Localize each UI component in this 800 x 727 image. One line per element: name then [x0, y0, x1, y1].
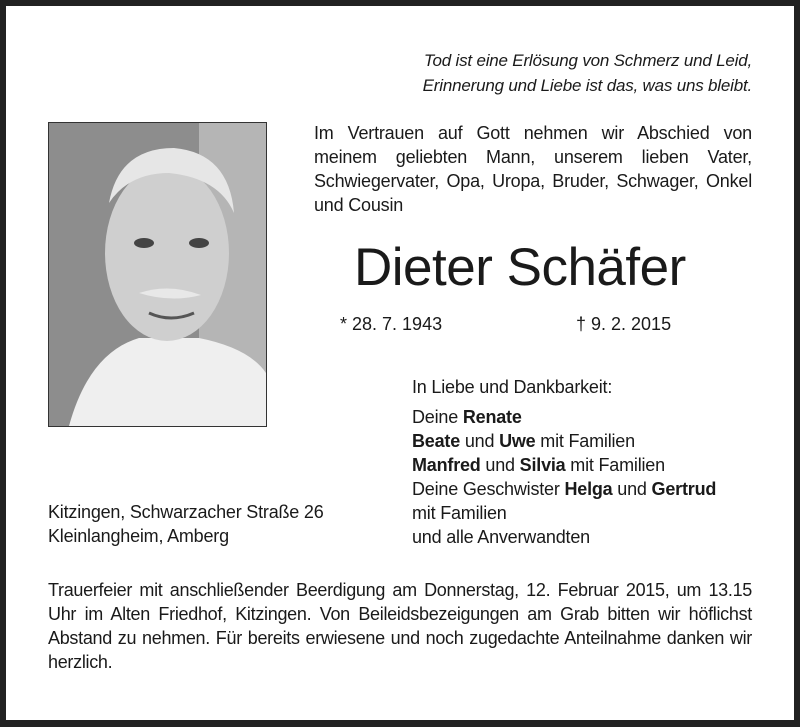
- family-line: und alle Anverwandten: [412, 527, 590, 547]
- quote-line: Erinnerung und Liebe ist das, was uns bleibt.: [422, 76, 752, 95]
- name: Beate: [412, 431, 461, 451]
- family-line: [412, 453, 716, 477]
- obituary-notice: [6, 6, 794, 720]
- text: und: [480, 455, 520, 475]
- quote: [423, 48, 752, 98]
- name: Manfred: [412, 455, 481, 475]
- portrait-photo: [48, 122, 267, 427]
- name: Helga: [564, 479, 613, 499]
- quote-line: Tod ist eine Erlösung von Schmerz und Leid,: [423, 51, 752, 70]
- deceased-name: Dieter Schäfer: [354, 238, 686, 297]
- name: Renate: [462, 407, 522, 427]
- address-line: Kitzingen, Schwarzacher Straße 26: [48, 502, 324, 522]
- family-line: [412, 429, 716, 453]
- family-heading: In Liebe und Dankbarkeit:: [412, 377, 613, 397]
- family-line: mit Familien: [412, 503, 507, 523]
- text: mit Familien: [565, 455, 665, 475]
- birth-date: * 28. 7. 1943: [340, 314, 443, 334]
- family-line: [412, 477, 716, 501]
- funeral-info: Trauerfeier mit anschließender Beerdigung am Donnerstag, 12. Februar 2015, um 13.15 Uhr im Alten Friedhof, Kitzingen. Von Beileidsbezeigungen am Grab bitten wir höflichst Abstand zu nehmen. Für bereits erwiesene und noch zugedachte Anteilnahme danken wir herzlich.: [48, 580, 752, 672]
- name: Uwe: [499, 431, 536, 451]
- address-line: Kleinlangheim, Amberg: [48, 526, 229, 546]
- death-date: † 9. 2. 2015: [576, 314, 672, 334]
- name: Silvia: [519, 455, 566, 475]
- text: Deine Geschwister: [412, 479, 565, 499]
- address: [48, 500, 324, 548]
- text: und: [612, 479, 652, 499]
- family-line: [412, 405, 716, 429]
- text: mit Familien: [535, 431, 635, 451]
- intro-text: Im Vertrauen auf Gott nehmen wir Abschied von meinem geliebten Mann, unserem lieben Vater, Schwiegervater, Opa, Uropa, Bruder, Schwager, Onkel und Cousin: [314, 123, 752, 215]
- name: Gertrud: [651, 479, 717, 499]
- family-list: [412, 375, 716, 549]
- text: und: [460, 431, 500, 451]
- text: Deine: [412, 407, 463, 427]
